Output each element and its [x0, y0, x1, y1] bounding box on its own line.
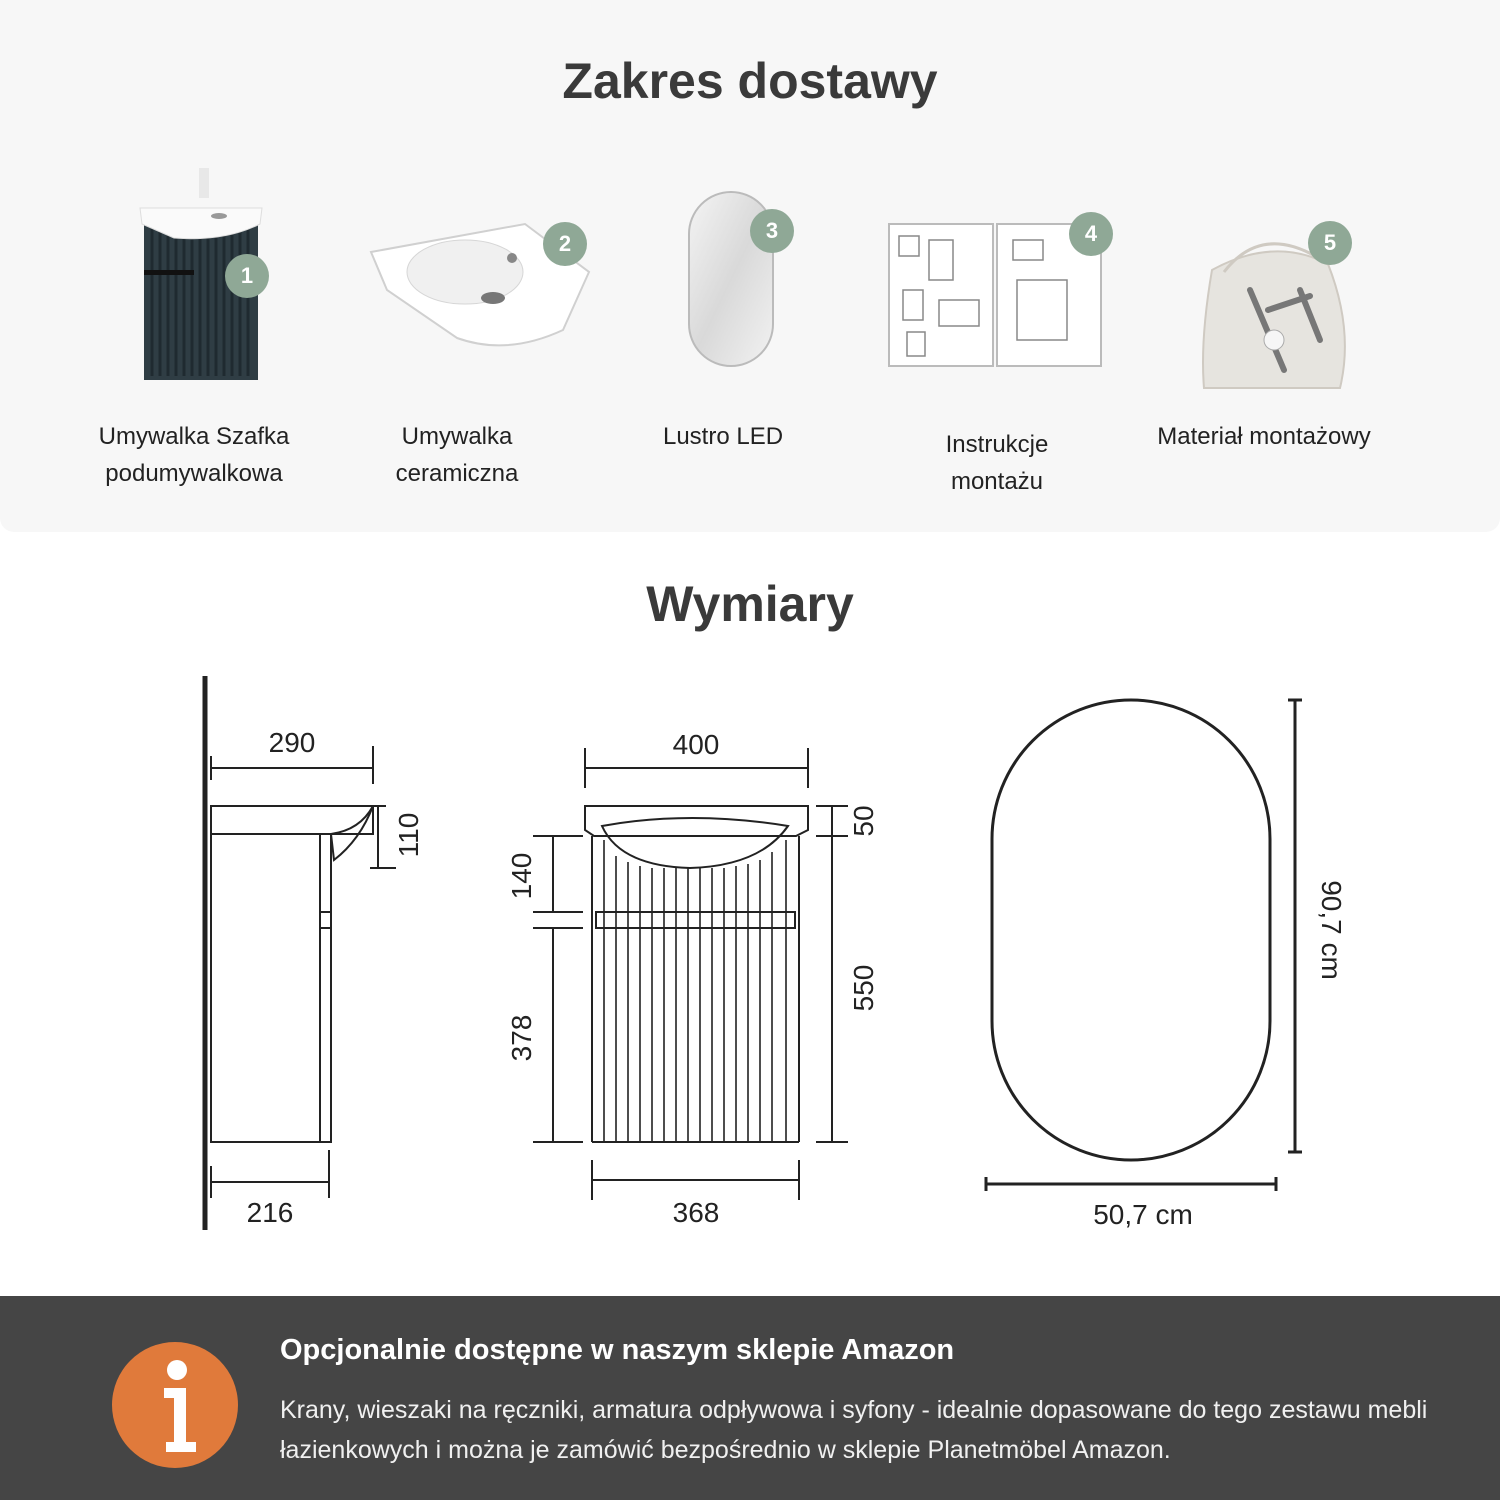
item-label-line1: Materiał montażowy — [1157, 423, 1371, 450]
front-top-width-label: 400 — [672, 729, 720, 760]
delivery-item-ceramic-sink — [307, 160, 607, 510]
item-number-badge: 2 — [543, 222, 587, 266]
side-cabinet-depth-label: 216 — [246, 1197, 294, 1228]
delivery-item-led-mirror — [573, 160, 873, 510]
led-mirror-icon — [573, 160, 873, 400]
item-number-badge: 3 — [750, 209, 794, 253]
item-number-badge: 4 — [1069, 212, 1113, 256]
item-label-line2: montażu — [950, 468, 1044, 495]
info-banner — [0, 1296, 1500, 1500]
vanity-cabinet-icon — [44, 160, 344, 400]
side-top-depth-label: 290 — [268, 727, 316, 758]
ceramic-sink-icon — [307, 160, 607, 400]
delivery-item-mounting-material — [1114, 160, 1414, 510]
dimensions-title: Wymiary — [646, 576, 854, 632]
delivery-item-vanity-cabinet — [44, 160, 344, 510]
info-icon — [112, 1342, 238, 1468]
front-basin-top-label: 50 — [848, 805, 879, 837]
mirror-height-label: 90,7 cm — [1316, 880, 1347, 980]
item-label-line1: Lustro LED — [662, 423, 784, 450]
front-cabinet-width-label: 368 — [672, 1197, 720, 1228]
front-total-height-label: 550 — [848, 964, 879, 1012]
side-view-drawing — [205, 676, 396, 1230]
mirror-width-label: 50,7 cm — [1093, 1199, 1193, 1230]
delivery-title: Zakres dostawy — [562, 53, 938, 109]
info-heading: Opcjonalnie dostępne w naszym sklepie Amazon — [280, 1334, 955, 1366]
info-body-text: Krany, wieszaki na ręczniki, armatura odpływowa i syfony - idealnie dopasowane do tego zestawu mebli łazienkowych i można je zamówić bezpośrednio w sklepie Planetmöbel Amazon. — [280, 1396, 1428, 1464]
mounting-kit-icon — [1114, 160, 1414, 400]
front-upper-height-label: 140 — [506, 852, 537, 900]
item-number-badge: 5 — [1308, 221, 1352, 265]
front-view-drawing — [533, 748, 848, 1200]
delivery-item-instructions — [847, 160, 1147, 510]
item-number-badge: 1 — [225, 254, 269, 298]
item-label-line2: ceramiczna — [395, 460, 519, 487]
front-lower-height-label: 378 — [506, 1014, 537, 1062]
dimension-drawings — [0, 660, 1500, 1260]
mirror-drawing — [986, 700, 1302, 1191]
item-label-line1: Instrukcje — [945, 431, 1049, 458]
item-label-line1: Umywalka — [401, 423, 513, 450]
item-label-line2: podumywalkowa — [105, 460, 283, 487]
side-basin-height-label: 110 — [393, 812, 424, 858]
item-label-line1: Umywalka Szafka — [98, 423, 290, 450]
instruction-booklet-icon — [847, 160, 1147, 400]
